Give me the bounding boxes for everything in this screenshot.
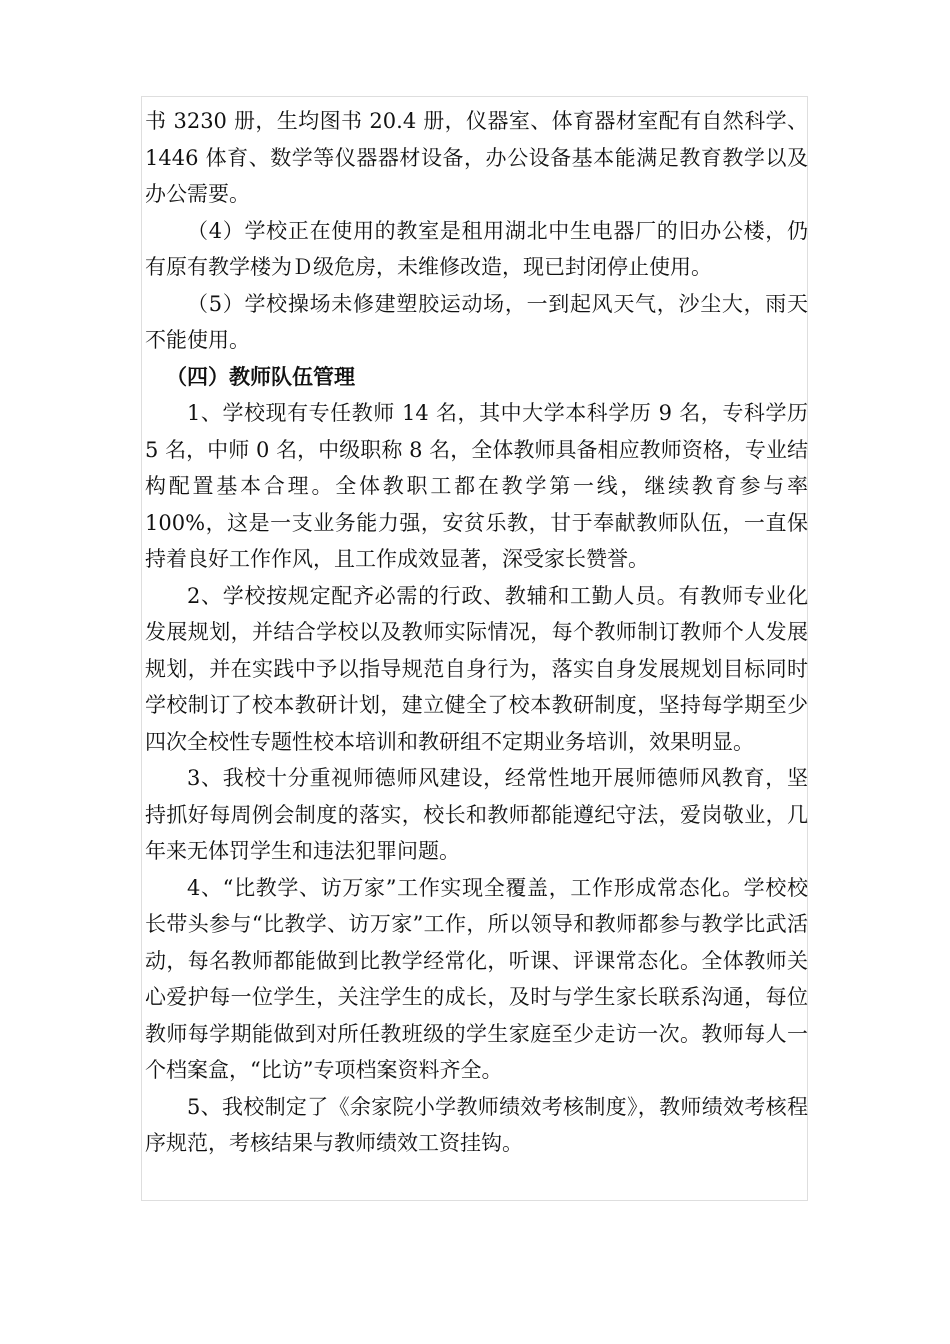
paragraph-teacher-staffing: 1、学校现有专任教师 14 名，其中大学本科学历 9 名，专科学历 5 名，中师 0 名，中级职称 8 名，全体教师具备相应教师资格，专业结构配置基本合理。全体教职工都在教学第一线，继续教育参与率 100%，这是一支业务能力强，安贫乐教，甘于奉献教师队伍，一直保持着良好工作作风，且工作成效显著，深受家长赞誉。 xyxy=(145,401,808,571)
section-heading-teacher-management: （四）教师队伍管理 xyxy=(166,363,355,389)
paragraph-classroom-building: （4）学校正在使用的教室是租用湖北中生电器厂的旧办公楼，仍有原有教学楼为Ｄ级危房，未维修改造，现已封闭停止使用。 xyxy=(145,218,808,279)
paragraph-performance-review: 5、我校制定了《余家院小学教师绩效考核制度》，教师绩效考核程序规范，考核结果与教师绩效工资挂钩。 xyxy=(145,1094,808,1155)
paragraph-staff-development: 2、学校按规定配齐必需的行政、教辅和工勤人员。有教师专业化发展规划，并结合学校以及教师实际情况，每个教师制订教师个人发展规划，并在实践中予以指导规范自身行为，落实自身发展规划目标同时学校制订了校本教研计划，建立健全了校本教研制度，坚持每学期至少四次全校性专题性校本培训和教研组不定期业务培训，效果明显。 xyxy=(145,583,808,754)
paragraph-library-equipment: 书 3230 册，生均图书 20.4 册，仪器室、体育器材室配有自然科学、1446 体育、数学等仪器器材设备，办公设备基本能满足教育教学以及办公需要。 xyxy=(145,109,808,206)
paragraph-teaching-visits: 4、“比教学、访万家”工作实现全覆盖，工作形成常态化。学校校长带头参与“比教学、访万家”工作，所以领导和教师都参与教学比武活动，每名教师都能做到比教学经常化，听课、评课常态化。全体教师关心爱护每一位学生，关注学生的成长，及时与学生家长联系沟通，每位教师每学期能做到对所任教班级的学生家庭至少走访一次。教师每人一个档案盒，“比访”专项档案资料齐全。 xyxy=(145,875,808,1082)
paragraph-playground: （5）学校操场未修建塑胶运动场，一到起风天气，沙尘大，雨天不能使用。 xyxy=(145,291,808,352)
document-body xyxy=(145,103,808,1162)
paragraph-teacher-ethics: 3、我校十分重视师德师风建设，经常性地开展师德师风教育，坚持抓好每周例会制度的落实，校长和教师都能遵纪守法，爱岗敬业，几年来无体罚学生和违法犯罪问题。 xyxy=(145,766,808,863)
